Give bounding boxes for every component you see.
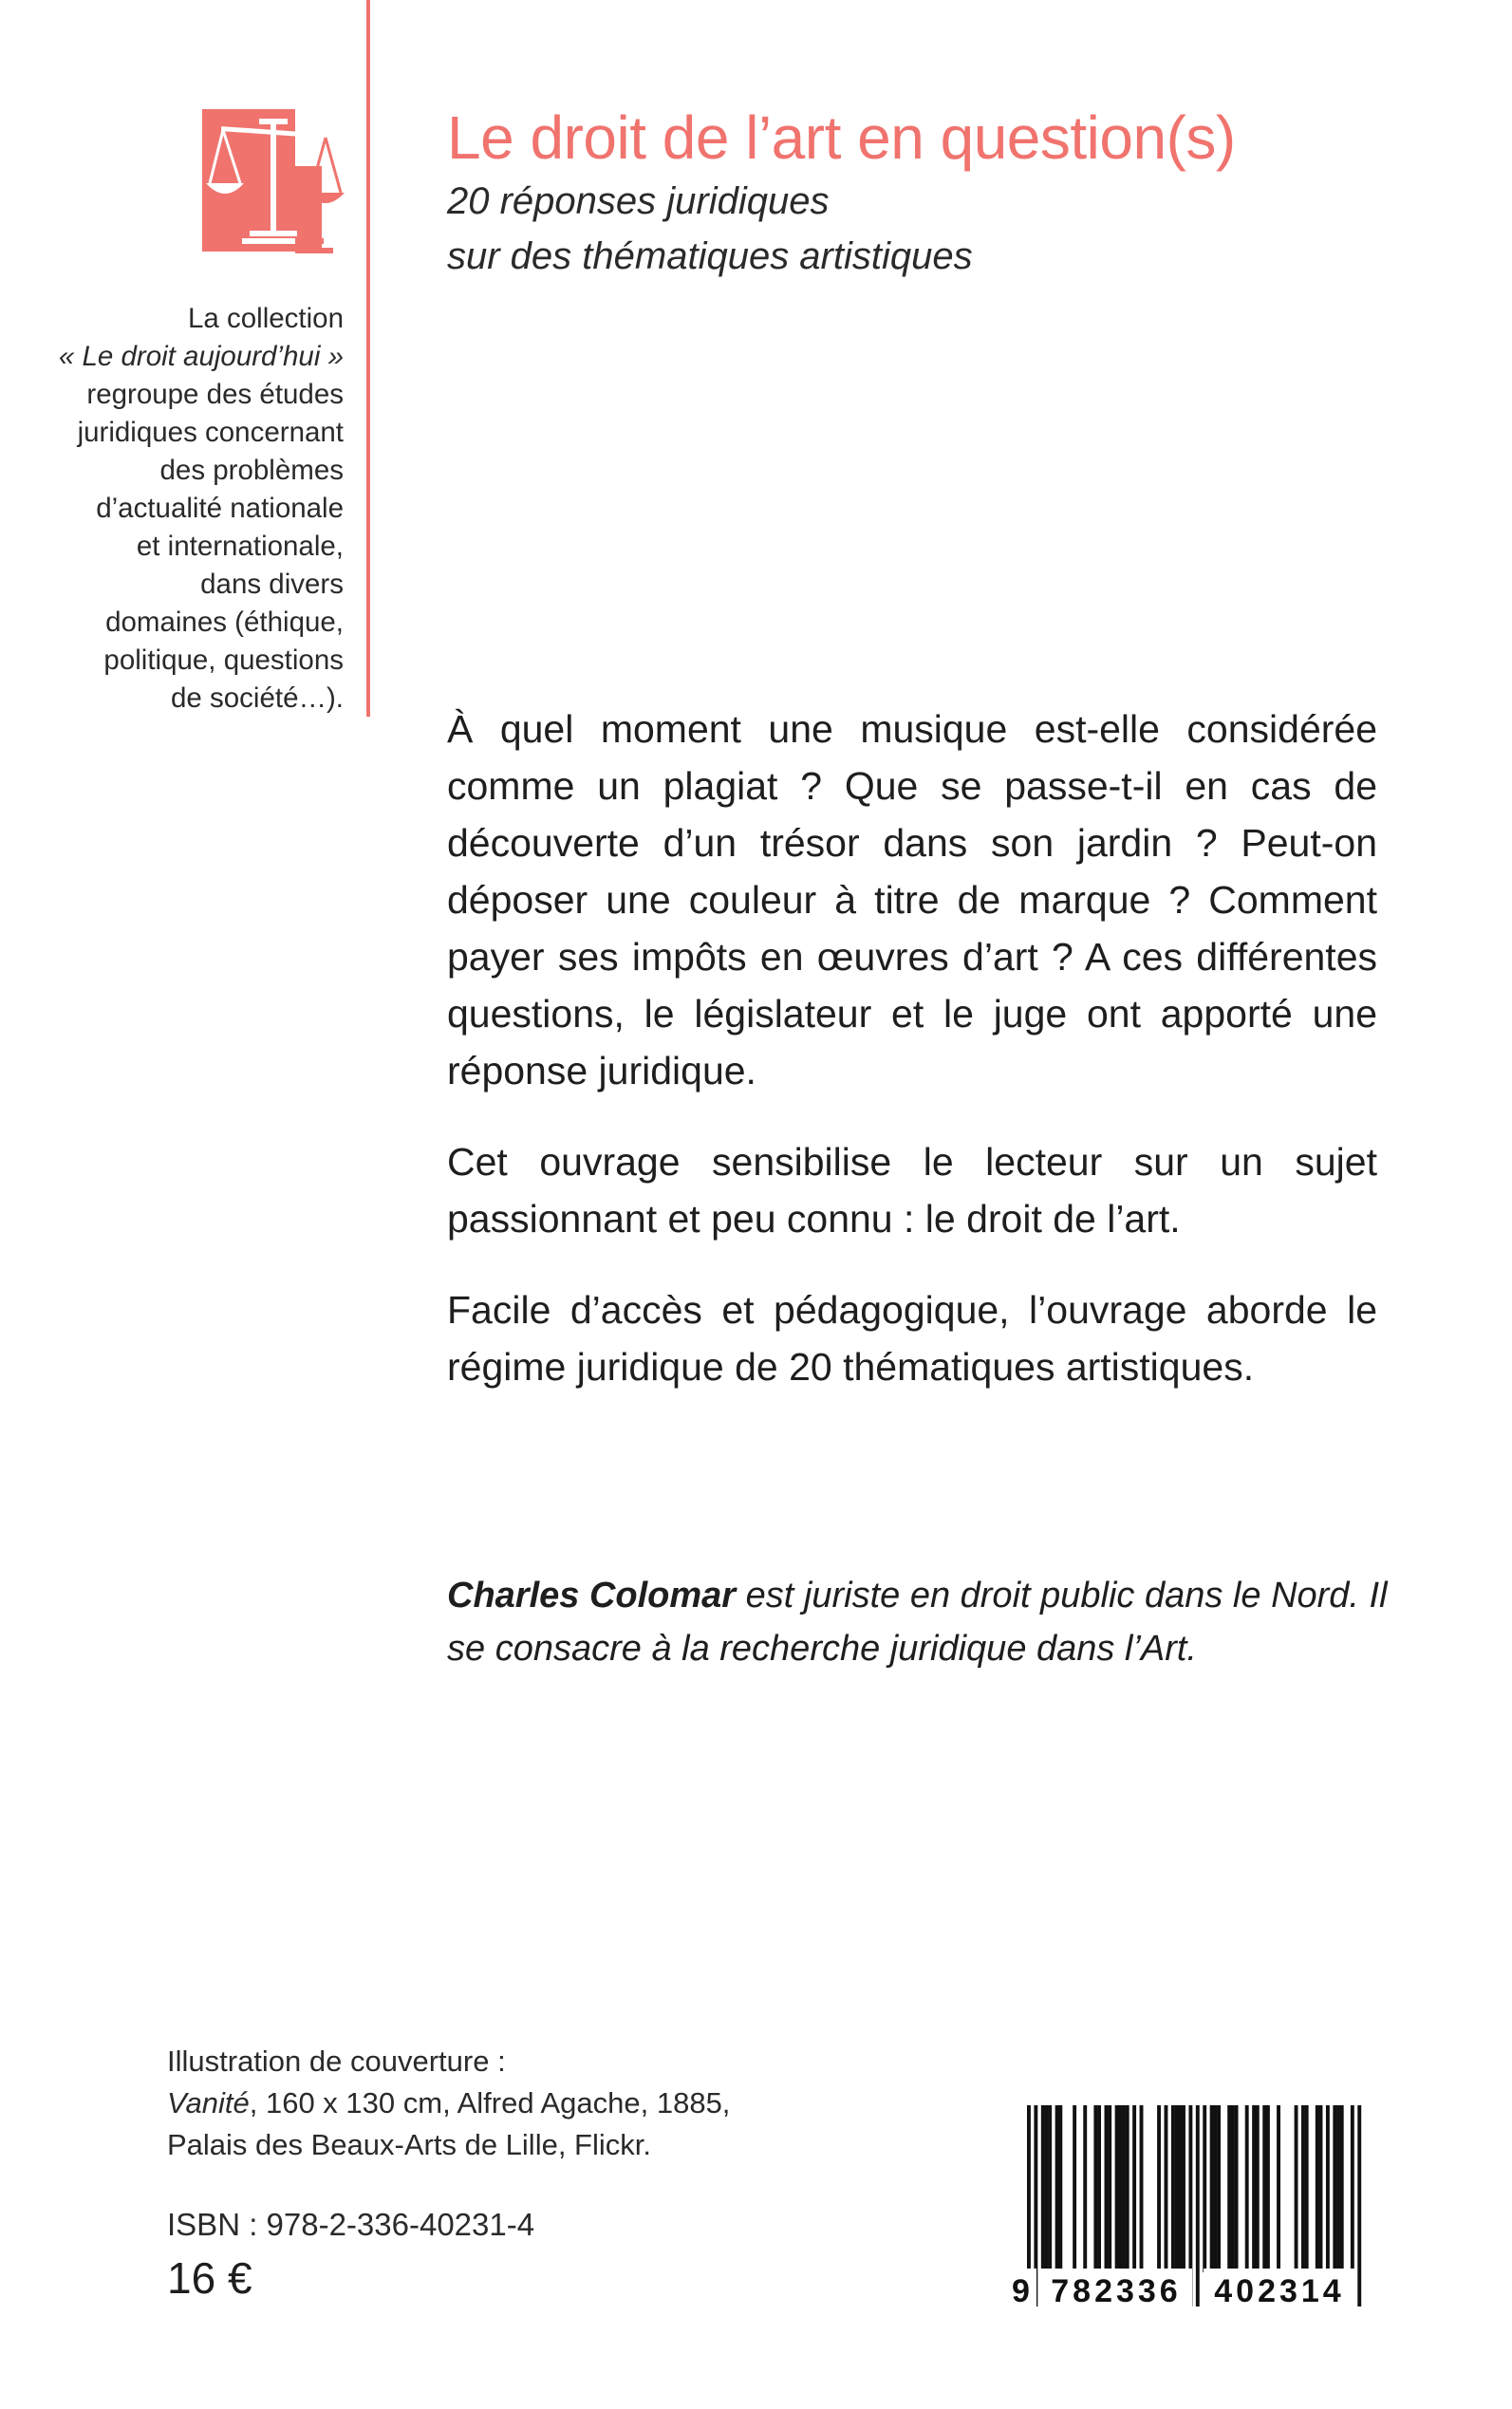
- book-subtitle: [447, 174, 973, 284]
- sidebar-line: juridiques concernant: [77, 417, 344, 448]
- barcode-bar: [1093, 2105, 1097, 2272]
- barcode-bar: [1210, 2105, 1214, 2272]
- cover-credits: [167, 2041, 730, 2166]
- barcode-bar: [1182, 2105, 1185, 2272]
- credits-line-1: Illustration de couverture :: [167, 2045, 506, 2078]
- text-line: réponse juridique.: [447, 1049, 756, 1092]
- summary-paragraph-2: [447, 1133, 1377, 1247]
- barcode-bar: [1118, 2105, 1122, 2272]
- isbn: ISBN : 978-2-336-40231-4: [167, 2207, 535, 2242]
- barcode-bar: [1073, 2105, 1076, 2272]
- credits-line-2: [167, 2082, 730, 2124]
- sidebar-line: des problèmes: [159, 455, 344, 486]
- book-title: Le droit de l’art en question(s): [447, 103, 1236, 172]
- barcode-bar: [1316, 2105, 1319, 2272]
- barcode-bar: [1157, 2105, 1161, 2272]
- sidebar-line: « Le droit aujourd’hui »: [58, 341, 344, 372]
- sidebar-line: politique, questions: [103, 644, 344, 676]
- barcode-bar: [1058, 2105, 1062, 2272]
- barcode-bar: [1115, 2105, 1119, 2272]
- barcode-right-group: 402314: [1204, 2269, 1355, 2314]
- barcode-bar: [1262, 2105, 1266, 2272]
- barcode-bar: [1140, 2105, 1144, 2272]
- text-line: comme un plagiat ? Que se passe-t-il en cas de: [447, 764, 1377, 808]
- text-line: À quel moment une musique est-elle considérée: [447, 707, 1377, 751]
- sidebar-line: d’actualité nationale: [96, 493, 344, 524]
- text-line: découverte d’un trésor dans son jardin ? Peut-on: [447, 821, 1377, 865]
- barcode-bar: [1217, 2105, 1221, 2272]
- text-line: Facile d’accès et pédagogique, l’ouvrage aborde le: [447, 1288, 1377, 1332]
- barcode-digits: [1012, 2269, 1376, 2314]
- sidebar-line: domaines (éthique,: [105, 607, 344, 638]
- sidebar-line: La collection: [188, 303, 344, 334]
- author-bio-text: est juriste en droit public dans le Nord. Il: [736, 1576, 1388, 1615]
- barcode-bar: [1326, 2105, 1330, 2272]
- author-name: Charles Colomar: [447, 1576, 737, 1615]
- barcode-bar: [1336, 2105, 1340, 2272]
- barcode-first-digit: 9: [1012, 2269, 1036, 2314]
- barcode-bar: [1041, 2105, 1045, 2272]
- barcode-bar: [1295, 2105, 1298, 2272]
- barcode-bar: [1132, 2105, 1136, 2272]
- barcode-bar: [1048, 2105, 1052, 2272]
- barcode-bar: [1105, 2105, 1109, 2272]
- sidebar-line: et internationale,: [136, 531, 344, 562]
- credits-line-3: Palais des Beaux-Arts de Lille, Flickr.: [167, 2128, 651, 2161]
- subtitle-line-2: sur des thématiques artistiques: [447, 235, 973, 277]
- collection-logo: [202, 109, 345, 256]
- barcode-bar: [1252, 2105, 1256, 2272]
- sidebar-line: de société…).: [171, 682, 344, 714]
- author-bio-line-1: [447, 1569, 1388, 1622]
- barcode-bar: [1245, 2105, 1249, 2272]
- subtitle-line-1: 20 réponses juridiques: [447, 180, 830, 222]
- barcode-bar: [1055, 2105, 1059, 2272]
- barcode-bar: [1333, 2105, 1336, 2272]
- barcode-bar: [1045, 2105, 1049, 2272]
- barcode-bar: [1126, 2105, 1129, 2272]
- barcode-bar: [1097, 2105, 1101, 2272]
- barcode-left-group: 782336: [1040, 2269, 1192, 2314]
- author-bio: [447, 1569, 1388, 1675]
- artwork-details: , 160 x 130 cm, Alfred Agache, 1885,: [249, 2086, 731, 2120]
- barcode-bar: [1171, 2105, 1175, 2272]
- barcode-bar: [1256, 2105, 1260, 2272]
- text-line: déposer une couleur à titre de marque ? Comment: [447, 878, 1377, 922]
- text-line: questions, le législateur et le juge ont apporté une: [447, 992, 1377, 1036]
- scales-of-justice-icon: [202, 109, 345, 256]
- text-line: payer ses impôts en œuvres d’art ? A ces différentes: [447, 935, 1377, 979]
- sidebar-line: regroupe des études: [86, 379, 344, 410]
- barcode-bar: [1165, 2105, 1168, 2272]
- sidebar-line: dans divers: [200, 569, 344, 600]
- vertical-accent-rule: [366, 0, 370, 717]
- barcode-bar: [1108, 2105, 1111, 2272]
- barcode-bar: [1319, 2105, 1323, 2272]
- barcode-bar: [1305, 2105, 1309, 2272]
- author-bio-line-2: se consacre à la recherche juridique dans l’Art.: [447, 1629, 1197, 1669]
- summary-paragraph-3: [447, 1281, 1377, 1395]
- text-line: régime juridique de 20 thématiques artistiques.: [447, 1345, 1255, 1389]
- barcode-bar: [1178, 2105, 1182, 2272]
- collection-description: [38, 300, 344, 718]
- text-line: Cet ouvrage sensibilise le lecteur sur un sujet: [447, 1140, 1377, 1184]
- barcode-bar: [1122, 2105, 1126, 2272]
- barcode-bar: [1340, 2105, 1344, 2272]
- barcode-bar: [1231, 2105, 1235, 2272]
- text-line: passionnant et peu connu : le droit de l’art.: [447, 1197, 1181, 1241]
- barcode-bar: [1266, 2105, 1270, 2272]
- barcode-bar: [1213, 2105, 1217, 2272]
- barcode-bar: [1203, 2105, 1206, 2272]
- barcode-bar: [1175, 2105, 1179, 2272]
- price: 16 €: [167, 2253, 252, 2303]
- summary-paragraph-1: [447, 700, 1377, 1099]
- artwork-title: Vanité: [167, 2086, 250, 2120]
- barcode-bar: [1227, 2105, 1231, 2272]
- barcode-bar: [1083, 2105, 1087, 2272]
- barcode-bar: [1301, 2105, 1305, 2272]
- barcode-bar: [1277, 2105, 1280, 2272]
- barcode-bar: [1235, 2105, 1239, 2272]
